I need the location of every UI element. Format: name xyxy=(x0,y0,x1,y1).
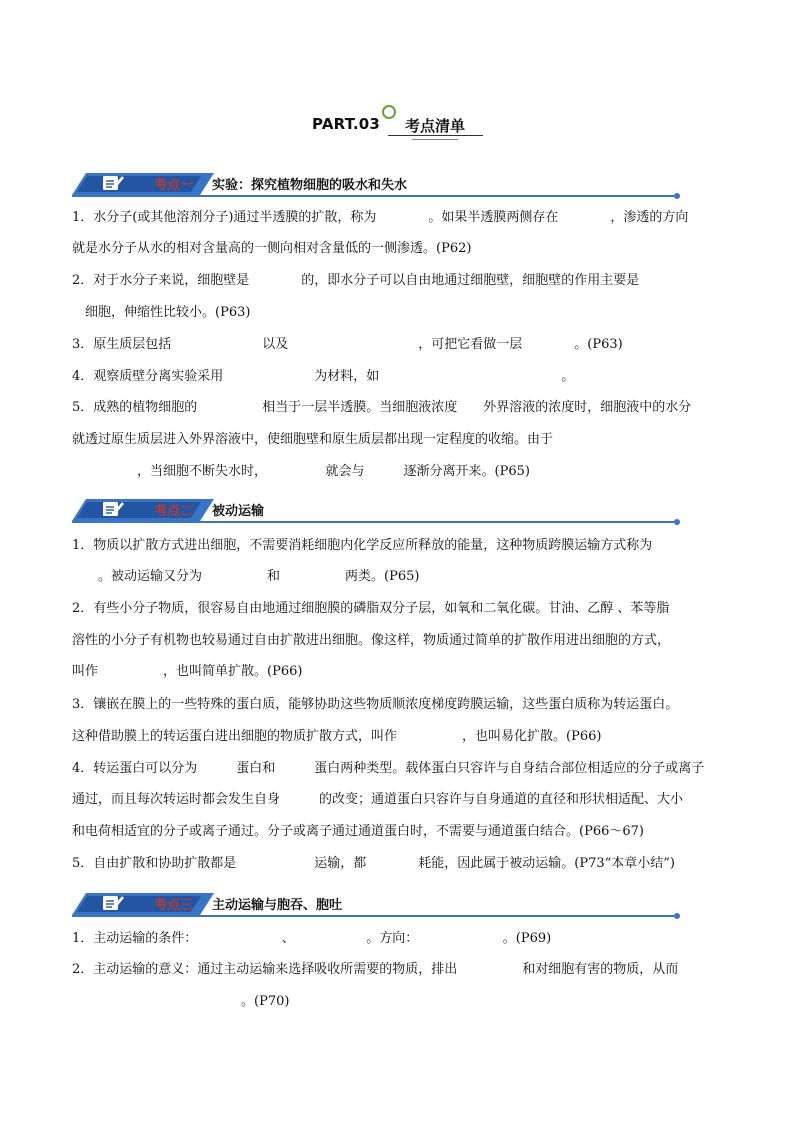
notepad-pencil-icon xyxy=(102,174,124,192)
text-line: 4．观察质壁分离实验采用 为材料，如 。 xyxy=(72,369,575,384)
section-title: 实验：探究植物细胞的吸水和失水 xyxy=(212,178,408,193)
section-header-2 xyxy=(72,496,682,524)
text-line: 2．有些小分子物质，很容易自由地通过细胞膜的磷脂双分子层，如氧和二氧化碳。甘油、乙醇 、苯等脂 xyxy=(72,601,670,616)
text-line: 4．转运蛋白可以分为 蛋白和 蛋白两种类型。载体蛋白只容许与自身结合部位相适应的分子或离子 xyxy=(72,761,705,776)
section-title: 被动运输 xyxy=(212,504,265,519)
section-label: 考点三 xyxy=(154,898,194,913)
text-line: 3．原生质层包括 以及 ，可把它看做一层 。(P63) xyxy=(72,337,623,352)
text-line: 溶性的小分子有机物也较易通过自由扩散进出细胞。像这样，物质通过简单的扩散作用进出细胞的方式， xyxy=(72,633,671,648)
notepad-pencil-icon xyxy=(102,894,124,912)
text-line: 细胞，伸缩性比较小。(P63) xyxy=(72,305,251,320)
notepad-pencil-icon xyxy=(102,500,124,518)
ring-icon xyxy=(382,105,396,119)
section-label: 考点一 xyxy=(154,178,194,193)
text-line: 1．物质以扩散方式进出细胞，不需要消耗细胞内化学反应所释放的能量，这种物质跨膜运输方式称为 xyxy=(72,538,653,553)
section-rule xyxy=(72,521,676,523)
section-header-3 xyxy=(72,890,682,918)
text-line: 。(P70) xyxy=(72,994,290,1009)
text-line: 。被动运输又分为 和 两类。(P65) xyxy=(72,569,420,584)
text-line: ，当细胞不断失水时， 就会与 逐渐分离开来。(P65) xyxy=(72,464,530,479)
section-rule xyxy=(72,195,676,197)
section-rule-dot xyxy=(674,913,680,919)
text-line: 2．主动运输的意义：通过主动运输来选择吸收所需要的物质，排出 和对细胞有害的物质，从而 xyxy=(72,962,679,977)
text-line: 叫作 ，也叫简单扩散。(P66) xyxy=(72,664,303,679)
part-title: 考点清单 xyxy=(405,117,466,135)
text-line: 5．成熟的植物细胞的 相当于一层半透膜。当细胞液浓度 外界溶液的浓度时，细胞液中的水分 xyxy=(72,400,692,415)
text-line: 就透过原生质层进入外界溶液中，使细胞壁和原生质层都出现一定程度的收缩。由于 xyxy=(72,432,554,447)
text-line: 这种借助膜上的转运蛋白进出细胞的物质扩散方式，叫作 ，也叫易化扩散。(P66) xyxy=(72,729,602,744)
section-rule xyxy=(72,915,676,917)
title-underline xyxy=(388,135,483,136)
section-label: 考点二 xyxy=(154,504,194,519)
text-line: 1．主动运输的条件： 、 。方向： 。(P69) xyxy=(72,931,552,946)
section-header-1 xyxy=(72,170,682,198)
title-underline-short xyxy=(412,139,458,140)
text-line: 和电荷相适宜的分子或离子通过。分子或离子通过通道蛋白时，不需要与通道蛋白结合。(P66～67) xyxy=(72,824,644,839)
text-line: 3．镶嵌在膜上的一些特殊的蛋白质，能够协助这些物质顺浓度梯度跨膜运输，这些蛋白质称为转运蛋白。 xyxy=(72,697,679,712)
text-line: 5．自由扩散和协助扩散都是 运输，都 耗能，因此属于被动运输。(P73“本章小结”) xyxy=(72,856,675,871)
part-number: PART.03 xyxy=(312,115,381,133)
section-title: 主动运输与胞吞、胞吐 xyxy=(212,898,343,913)
text-line: 1．水分子(或其他溶剂分子)通过半透膜的扩散，称为 。如果半透膜两侧存在 ，渗透的方向 xyxy=(72,210,689,225)
text-line: 就是水分子从水的相对含量高的一侧向相对含量低的一侧渗透。(P62) xyxy=(72,241,472,256)
section-rule-dot xyxy=(674,519,680,525)
section-rule-dot xyxy=(674,193,680,199)
text-line: 2．对于水分子来说，细胞壁是 的，即水分子可以自由地通过细胞壁，细胞壁的作用主要是 xyxy=(72,273,640,288)
text-line: 通过，而且每次转运时都会发生自身 的改变；通道蛋白只容许与自身通道的直径和形状相适配、大小 xyxy=(72,792,684,807)
